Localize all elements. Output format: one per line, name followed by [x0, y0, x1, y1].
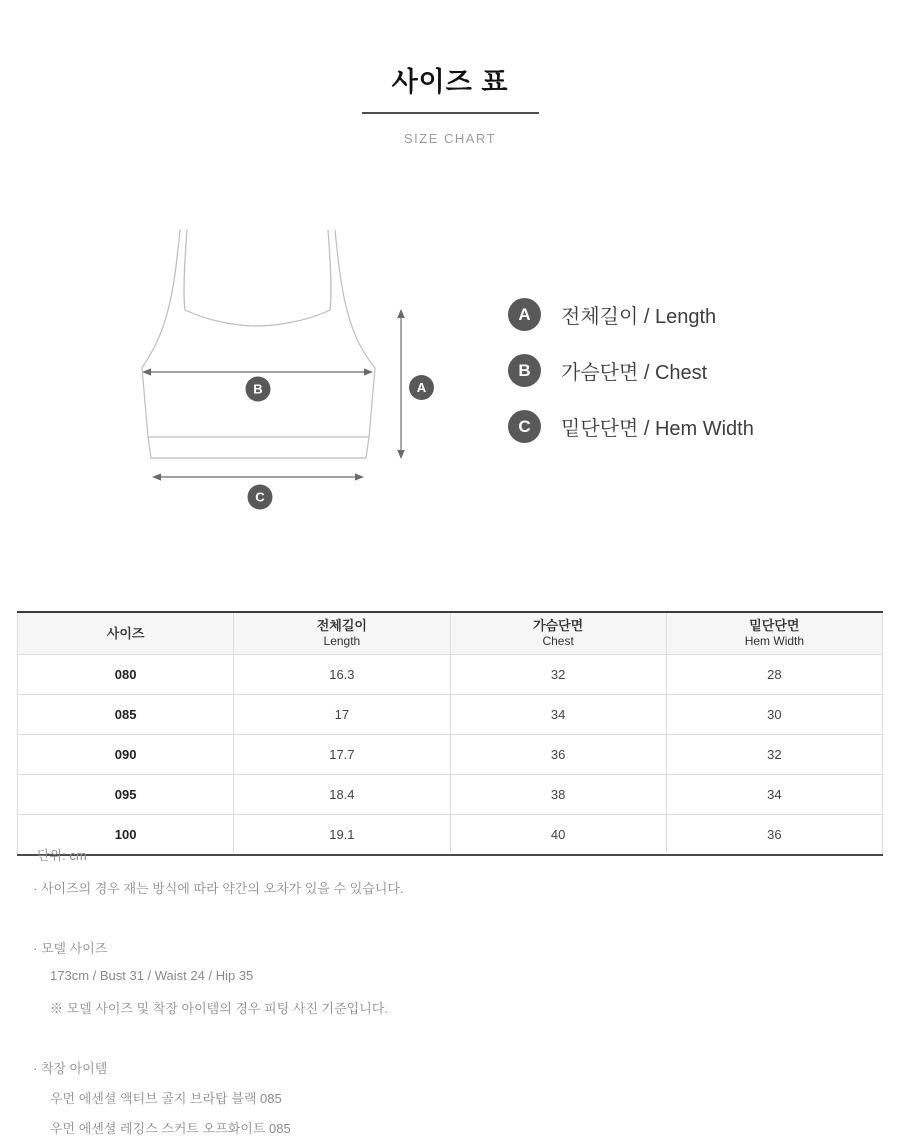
model-size-title: · 모델 사이즈 — [33, 941, 108, 956]
garment-diagram — [100, 200, 480, 530]
measurement-legend — [508, 298, 754, 466]
cell-length: 16.3 — [234, 655, 450, 695]
legend-item-chest — [508, 354, 754, 387]
cell-size: 080 — [18, 655, 234, 695]
diagram-badge-c-letter: C — [255, 489, 265, 505]
legend-label-hem-width: 밑단단면 / Hem Width — [561, 418, 754, 440]
diagram-badge-a-letter: A — [416, 380, 427, 395]
table-row — [18, 655, 883, 695]
legend-item-length — [508, 298, 754, 331]
size-table — [17, 611, 883, 856]
cell-size: 090 — [18, 735, 234, 775]
unit-note: 단위: cm — [37, 848, 87, 863]
cell-length: 18.4 — [234, 775, 450, 815]
diagram-badge-a — [409, 375, 434, 400]
cell-size: 100 — [18, 815, 234, 856]
legend-badge-b: B — [508, 354, 541, 387]
model-size-detail: 173cm / Bust 31 / Waist 24 / Hip 35 — [50, 968, 254, 983]
table-row — [18, 695, 883, 735]
cell-size: 095 — [18, 775, 234, 815]
legend-label-length: 전체길이 / Length — [561, 306, 717, 328]
bra-top-outline — [142, 230, 375, 458]
page-subtitle: SIZE CHART — [403, 131, 497, 146]
size-caution-note: · 사이즈의 경우 재는 방식에 따라 약간의 오차가 있을 수 있습니다. — [33, 881, 404, 896]
legend-badge-a: A — [508, 298, 541, 331]
legend-label-chest: 가슴단면 / Chest — [561, 362, 708, 384]
title-underline — [362, 112, 539, 114]
header-length: 전체길이 Length — [234, 612, 450, 655]
legend-item-hem-width — [508, 410, 754, 443]
legend-badge-c: C — [508, 410, 541, 443]
cell-hem: 36 — [666, 815, 882, 856]
cell-length: 17.7 — [234, 735, 450, 775]
cell-size: 085 — [18, 695, 234, 735]
cell-length: 19.1 — [234, 815, 450, 856]
cell-hem: 28 — [666, 655, 882, 695]
header-size: 사이즈 — [18, 612, 234, 655]
diagram-badge-c — [248, 485, 273, 510]
table-row — [18, 815, 883, 856]
cell-hem: 30 — [666, 695, 882, 735]
model-size-caption: ※ 모델 사이즈 및 착장 아이템의 경우 피팅 사진 기준입니다. — [50, 1001, 388, 1016]
measure-arrowheads — [142, 309, 405, 481]
cell-chest: 32 — [450, 655, 666, 695]
table-row — [18, 735, 883, 775]
cell-hem: 34 — [666, 775, 882, 815]
diagram-badge-b-letter: B — [253, 381, 263, 397]
cell-hem: 32 — [666, 735, 882, 775]
page-title: 사이즈 표 — [391, 67, 509, 97]
outfit-item: 우먼 에센셜 레깅스 스커트 오프화이트 085 — [50, 1121, 291, 1136]
cell-chest: 40 — [450, 815, 666, 856]
outfit-title: · 착장 아이템 — [33, 1061, 108, 1076]
table-row — [18, 775, 883, 815]
cell-chest: 34 — [450, 695, 666, 735]
header-chest: 가슴단면 Chest — [450, 612, 666, 655]
header-hem-width: 밑단단면 Hem Width — [666, 612, 882, 655]
cell-chest: 36 — [450, 735, 666, 775]
outfit-item: 우먼 에센셜 액티브 골지 브라탑 블랙 085 — [50, 1091, 282, 1106]
cell-length: 17 — [234, 695, 450, 735]
measure-arrows — [149, 316, 401, 477]
size-table-header-row — [18, 612, 883, 655]
cell-chest: 38 — [450, 775, 666, 815]
diagram-badge-b — [246, 377, 271, 402]
